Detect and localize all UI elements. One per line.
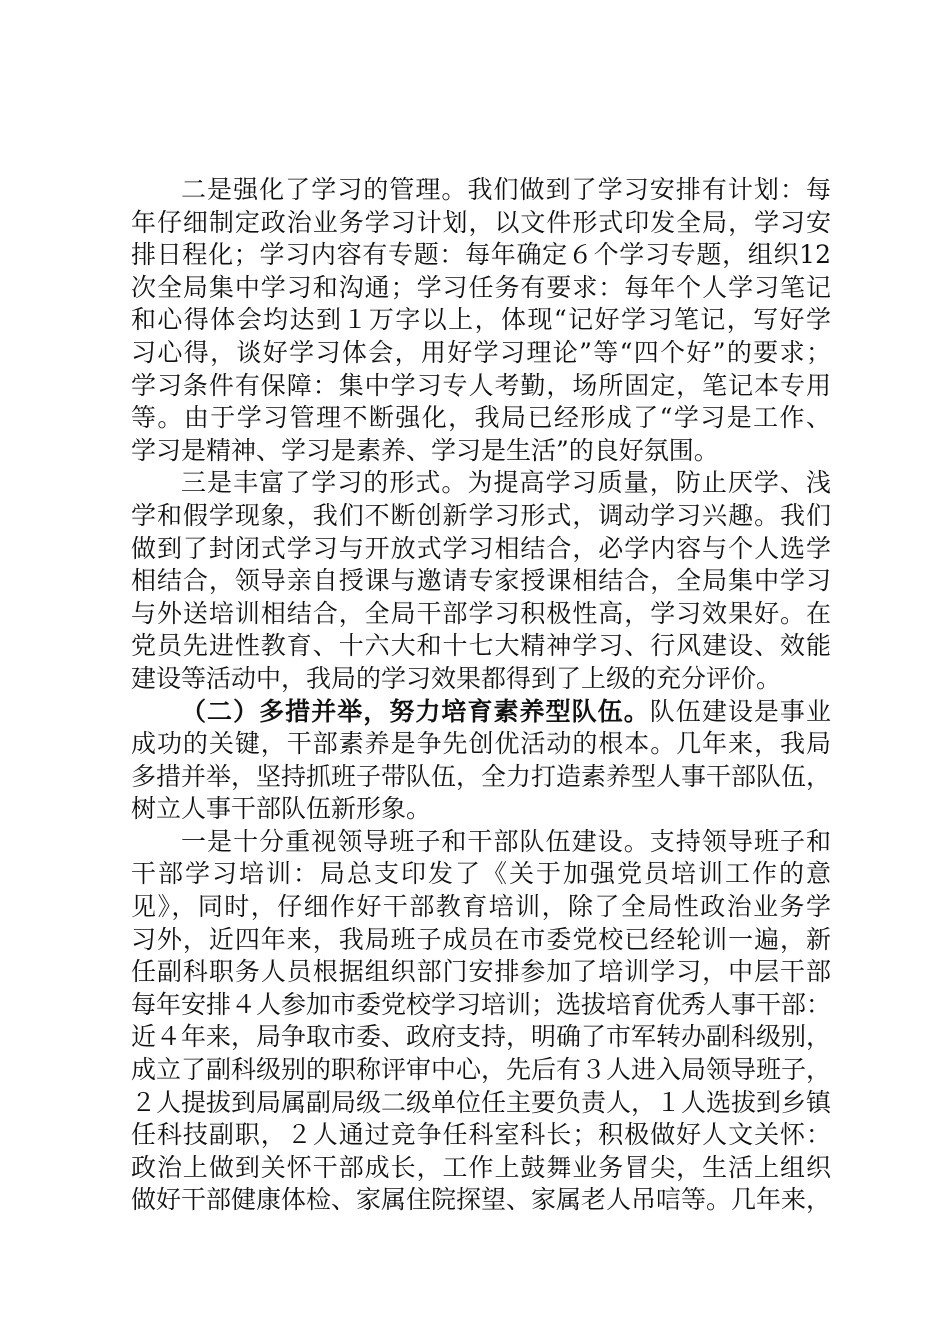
text-line: 党员先进性教育、十六大和十七大精神学习、行风建设、效能 xyxy=(131,631,831,661)
text-line: 任副科职务人员根据组织部门安排参加了培训学习，中层干部 xyxy=(131,957,831,987)
text-line: 和心得体会均达到１万字以上，体现“记好学习笔记，写好学 xyxy=(131,305,831,335)
text-line: 做到了封闭式学习与开放式学习相结合，必学内容与个人选学 xyxy=(131,533,831,563)
text-line: 与外送培训相结合，全局干部学习积极性高，学习效果好。在 xyxy=(131,598,831,628)
text-line: 成立了副科级别的职称评审中心，先后有３人进入局领导班子， xyxy=(131,1055,832,1085)
paragraph-4 xyxy=(131,826,831,1217)
text-line: 成功的关键，干部素养是争先创优活动的根本。几年来，我局 xyxy=(131,729,831,759)
text-line: 近４年来，局争取市委、政府支持，明确了市军转办副科级别， xyxy=(131,1022,832,1052)
text-line: 次全局集中学习和沟通；学习任务有要求：每年个人学习笔记 xyxy=(131,272,831,302)
text-line: 学和假学现象，我们不断创新学习形式，调动学习兴趣。我们 xyxy=(131,500,831,530)
text-line: 干部学习培训：局总支印发了《关于加强党员培训工作的意 xyxy=(131,859,831,889)
section-heading: （二）多措并举，努力培育素养型队伍。 xyxy=(181,696,650,726)
text-line: 学习是精神、学习是素养、学习是生活”的良好氛围。 xyxy=(131,435,719,465)
text-line: 树立人事干部队伍新形象。 xyxy=(131,794,432,824)
text-line: 任科技副职，２人通过竞争任科室科长；积极做好人文关怀： xyxy=(131,1120,831,1150)
text-line: 习心得，谈好学习体会，用好学习理论”等“四个好”的要求； xyxy=(131,337,831,367)
text-line: 做好干部健康体检、家属住院探望、家属老人吊唁等。几年来， xyxy=(131,1185,832,1215)
text-line: 三是丰富了学习的形式。为提高学习质量，防止厌学、浅 xyxy=(181,468,831,498)
text-line: 学习条件有保障：集中学习专人考勤，场所固定，笔记本专用 xyxy=(131,370,831,400)
text-line: 习外，近四年来，我局班子成员在市委党校已经轮训一遍，新 xyxy=(131,924,831,954)
heading-trailing-text: 队伍建设是事业 xyxy=(649,696,831,726)
text-line: 年仔细制定政治业务学习计划，以文件形式印发全局，学习安 xyxy=(131,207,831,237)
text-line: 政治上做到关怀干部成长，工作上鼓舞业务冒尖，生活上组织 xyxy=(131,1152,831,1182)
text-line: 相结合，领导亲自授课与邀请专家授课相结合，全局集中学习 xyxy=(131,566,831,596)
document-body xyxy=(131,174,831,1217)
text-line: 多措并举，坚持抓班子带队伍，全力打造素养型人事干部队伍， xyxy=(131,761,832,791)
text-line: 二是强化了学习的管理。我们做到了学习安排有计划：每 xyxy=(181,175,831,204)
text-line: 见》，同时，仔细作好干部教育培训，除了全局性政治业务学 xyxy=(131,892,831,922)
paragraph-2 xyxy=(131,467,831,695)
paragraph-1 xyxy=(131,174,831,467)
paragraph-3 xyxy=(131,696,831,826)
text-line: 每年安排４人参加市委党校学习培训；选拔培育优秀人事干部： xyxy=(131,989,832,1019)
text-line xyxy=(131,696,831,729)
text-line: 等。由于学习管理不断强化，我局已经形成了“学习是工作、 xyxy=(131,403,831,433)
text-line: 一是十分重视领导班子和干部队伍建设。支持领导班子和 xyxy=(181,826,831,856)
text-line: 建设等活动中，我局的学习效果都得到了上级的充分评价。 xyxy=(131,663,782,693)
text-line: 排日程化；学习内容有专题：每年确定６个学习专题，组织12 xyxy=(131,240,831,270)
text-line: ２人提拔到局属副局级二级单位任主要负责人，１人选拔到乡镇 xyxy=(131,1087,832,1117)
